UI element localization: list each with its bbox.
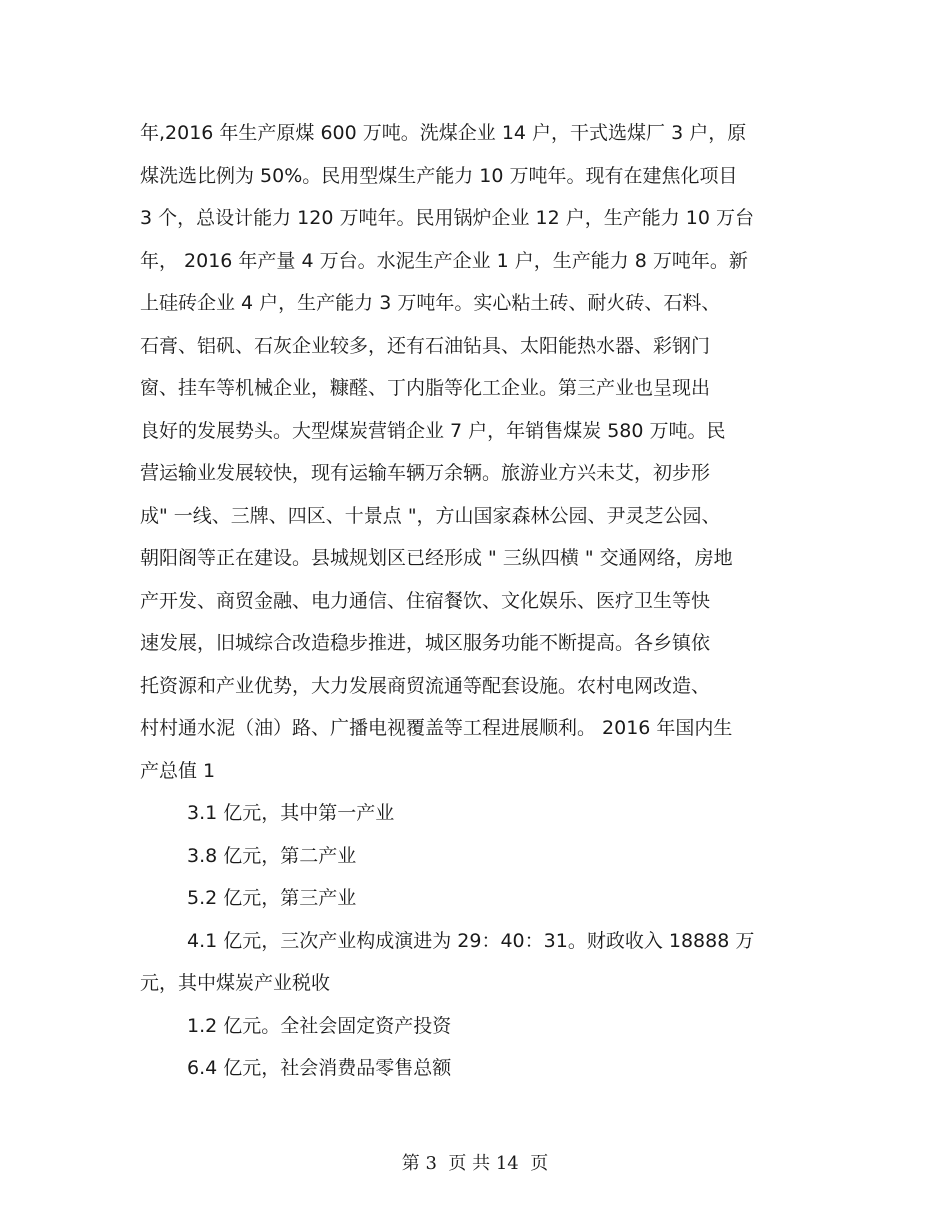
text-line: 煤洗选比例为 50%。民用型煤生产能力 10 万吨年。现有在建焦化项目 <box>140 164 738 187</box>
text-line: 营运输业发展较快，现有运输车辆万余辆。旅游业方兴未艾，初步形 <box>140 462 711 484</box>
text-line: 年， 2016 年产量 4 万台。水泥生产企业 1 户，生产能力 8 万吨年。新 <box>140 249 748 272</box>
text-line: 3.8 亿元，第二产业 <box>187 844 357 867</box>
text-line: 3 个，总设计能力 120 万吨年。民用锅炉企业 12 户，生产能力 10 万台 <box>140 207 754 229</box>
text-line: 窗、挂车等机械企业，糠醛、丁内脂等化工企业。第三产业也呈现出 <box>140 377 711 399</box>
text-line: 朝阳阁等正在建设。县城规划区已经形成 " 三纵四横 " 交通网络，房地 <box>140 547 733 569</box>
text-line: 1.2 亿元。全社会固定资产投资 <box>187 1014 452 1037</box>
text-line: 元，其中煤炭产业税收 <box>140 972 331 994</box>
page-footer: 第 3 页 共 14 页 <box>401 1153 549 1174</box>
text-line: 产总值 1 <box>140 759 216 782</box>
text-line: 速发展，旧城综合改造稳步推进，城区服务功能不断提高。各乡镇依 <box>140 632 711 654</box>
text-line: 6.4 亿元，社会消费品零售总额 <box>187 1057 452 1079</box>
text-line: 成" 一线、三牌、四区、十景点 "，方山国家森林公园、尹灵芝公园、 <box>140 504 721 527</box>
body-text <box>140 112 820 1090</box>
text-line: 村村通水泥（油）路、广播电视覆盖等工程进展顺利。 2016 年国内生 <box>140 717 733 739</box>
text-line: 5.2 亿元，第三产业 <box>187 887 357 909</box>
text-line: 产开发、商贸金融、电力通信、住宿餐饮、文化娱乐、医疗卫生等快 <box>140 589 711 612</box>
text-line: 良好的发展势头。大型煤炭营销企业 7 户，年销售煤炭 580 万吨。民 <box>140 419 726 442</box>
text-line: 3.1 亿元，其中第一产业 <box>187 802 395 824</box>
text-line: 石膏、铝矾、石灰企业较多，还有石油钻具、太阳能热水器、彩钢门 <box>140 334 711 357</box>
text-line: 年,2016 年生产原煤 600 万吨。洗煤企业 14 户，干式选煤厂 3 户，原 <box>140 122 747 144</box>
text-line: 上硅砖企业 4 户，生产能力 3 万吨年。实心粘土砖、耐火砖、石料、 <box>140 292 721 314</box>
text-line: 4.1 亿元，三次产业构成演进为 29：40：31。财政收入 18888 万 <box>187 929 755 952</box>
text-line: 托资源和产业优势，大力发展商贸流通等配套设施。农村电网改造、 <box>140 674 711 697</box>
